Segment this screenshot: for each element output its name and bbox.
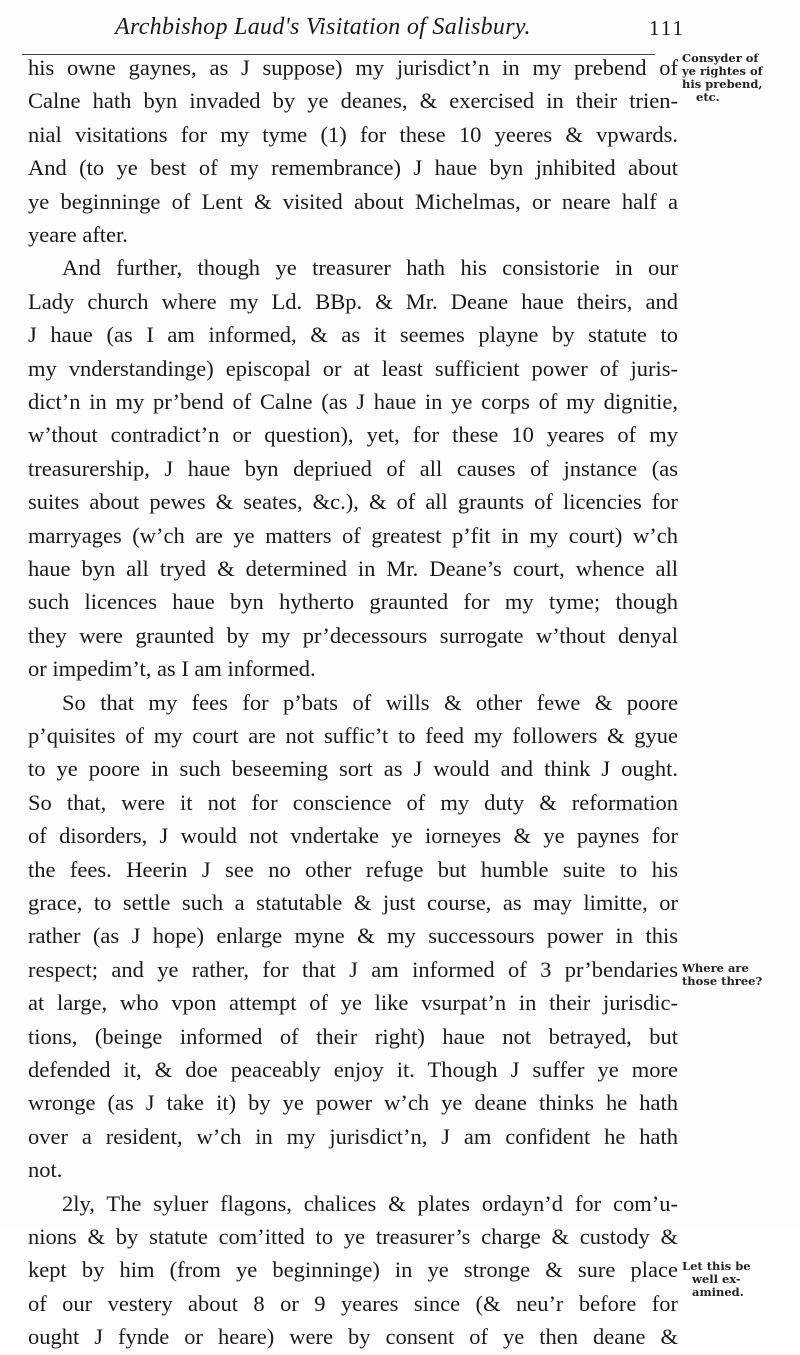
running-head: [115, 14, 685, 46]
text-line: rather (as J hope) enlarge myne & my successours power in this: [28, 923, 678, 949]
text-line: Calne hath byn invaded by ye deanes, & exercised in their trien-: [28, 88, 678, 114]
page-number: 111: [649, 16, 685, 40]
text-line: his owne gaynes, as J suppose) my jurisdict’n in my prebend of: [28, 55, 678, 80]
text-line: not.: [28, 1157, 63, 1183]
margin-note-line: ye rightes of: [682, 64, 763, 78]
text-line: nions & by statute com’itted to ye treasurer’s charge & custody &: [28, 1224, 678, 1249]
text-line: they were graunted by my pr’decessours surrogate w’thout denyal: [28, 622, 678, 648]
margin-note-line: Where are: [682, 960, 749, 975]
margin-note-line: those three?: [682, 973, 763, 988]
text-line: J haue (as I am informed, & as it seemes playne by statute to: [28, 322, 678, 348]
text-line: Lady church where my Ld. BBp. & Mr. Deane haue theirs, and: [28, 288, 678, 314]
text-line: my vnderstandinge) episcopal or at least sufficient power of juris-: [28, 355, 678, 381]
text-line: ye beginninge of Lent & visited about Michelmas, or neare half a: [28, 188, 678, 214]
margin-note-line: Let this be: [682, 1259, 751, 1274]
text-line: over a resident, w’ch in my jurisdict’n, J am confident he hath: [28, 1123, 678, 1149]
margin-note-line: Consyder of: [682, 51, 759, 65]
margin-note-line: well ex-: [692, 1272, 741, 1287]
text-line: p’quisites of my court are not suffic’t to feed my followers & gyue: [28, 723, 678, 748]
text-line: ought J fynde or heare) were by consent of ye then deane &: [28, 1324, 678, 1350]
text-line: grace, to settle such a statutable & just course, as may limitte, or: [28, 890, 678, 915]
text-line: tions, (beinge informed of their right) haue not betrayed, but: [28, 1023, 678, 1049]
text-line: respect; and ye rather, for that J am informed of 3 pr’bendaries: [28, 956, 678, 982]
text-line: haue byn all tryed & determined in Mr. Deane’s court, whence all: [28, 556, 678, 581]
margin-note: [682, 1260, 751, 1299]
text-line: suites about pewes & seates, &c.), & of all graunts of licencies for: [28, 489, 678, 515]
text-line: So that my fees for p’bats of wills & other fewe & poore: [62, 689, 678, 715]
running-head-title: Archbishop Laud's Visitation of Salisbury.: [115, 14, 531, 40]
text-line: treasurership, J haue byn depriued of all causes of jnstance (as: [28, 455, 678, 481]
margin-note: [682, 962, 762, 988]
text-line: And (to ye best of my remembrance) J haue byn jnhibited about: [28, 155, 678, 181]
margin-note-line: amined.: [692, 1285, 744, 1300]
margin-note: [682, 52, 763, 104]
text-line: to ye poore in such beseeming sort as J would and think J ought.: [28, 756, 678, 782]
text-line: marryages (w’ch are ye matters of greatest p’fit in my court) w’ch: [28, 522, 678, 548]
text-line: w’thout contradict’n or question), yet, for these 10 yeares of my: [28, 422, 678, 448]
text-line: the fees. Heerin J see no other refuge but humble suite to his: [28, 856, 678, 882]
text-line: nial visitations for my tyme (1) for these 10 yeeres & vpwards.: [28, 121, 678, 147]
text-line: or impedim’t, as I am informed.: [28, 656, 316, 682]
margin-note-line: his prebend,: [682, 77, 763, 91]
text-line: yeare after.: [28, 222, 128, 247]
text-line: such licences haue byn hytherto graunted for my tyme; though: [28, 589, 678, 615]
text-line: defended it, & doe peaceably enjoy it. Though J suffer ye more: [28, 1057, 678, 1082]
text-line: at large, who vpon attempt of ye like vsurpat’n in their jurisdic-: [28, 990, 678, 1016]
text-line: of disorders, J would not vndertake ye iorneyes & ye paynes for: [28, 823, 678, 849]
text-line: 2ly, The syluer flagons, chalices & plates ordayn’d for com’u-: [62, 1190, 678, 1216]
text-line: And further, though ye treasurer hath his consistorie in our: [62, 255, 678, 281]
text-line: kept by him (from ye beginninge) in ye stronge & sure place: [28, 1257, 678, 1283]
text-line: of our vestery about 8 or 9 yeares since (& neu’r before for: [28, 1290, 678, 1316]
text-line: So that, were it not for conscience of my duty & reformation: [28, 789, 678, 815]
margin-note-line: etc.: [696, 90, 720, 104]
text-line: wronge (as J take it) by ye power w’ch ye deane thinks he hath: [28, 1090, 678, 1116]
text-line: dict’n in my pr’bend of Calne (as J haue in ye corps of my dignitie,: [28, 389, 678, 414]
